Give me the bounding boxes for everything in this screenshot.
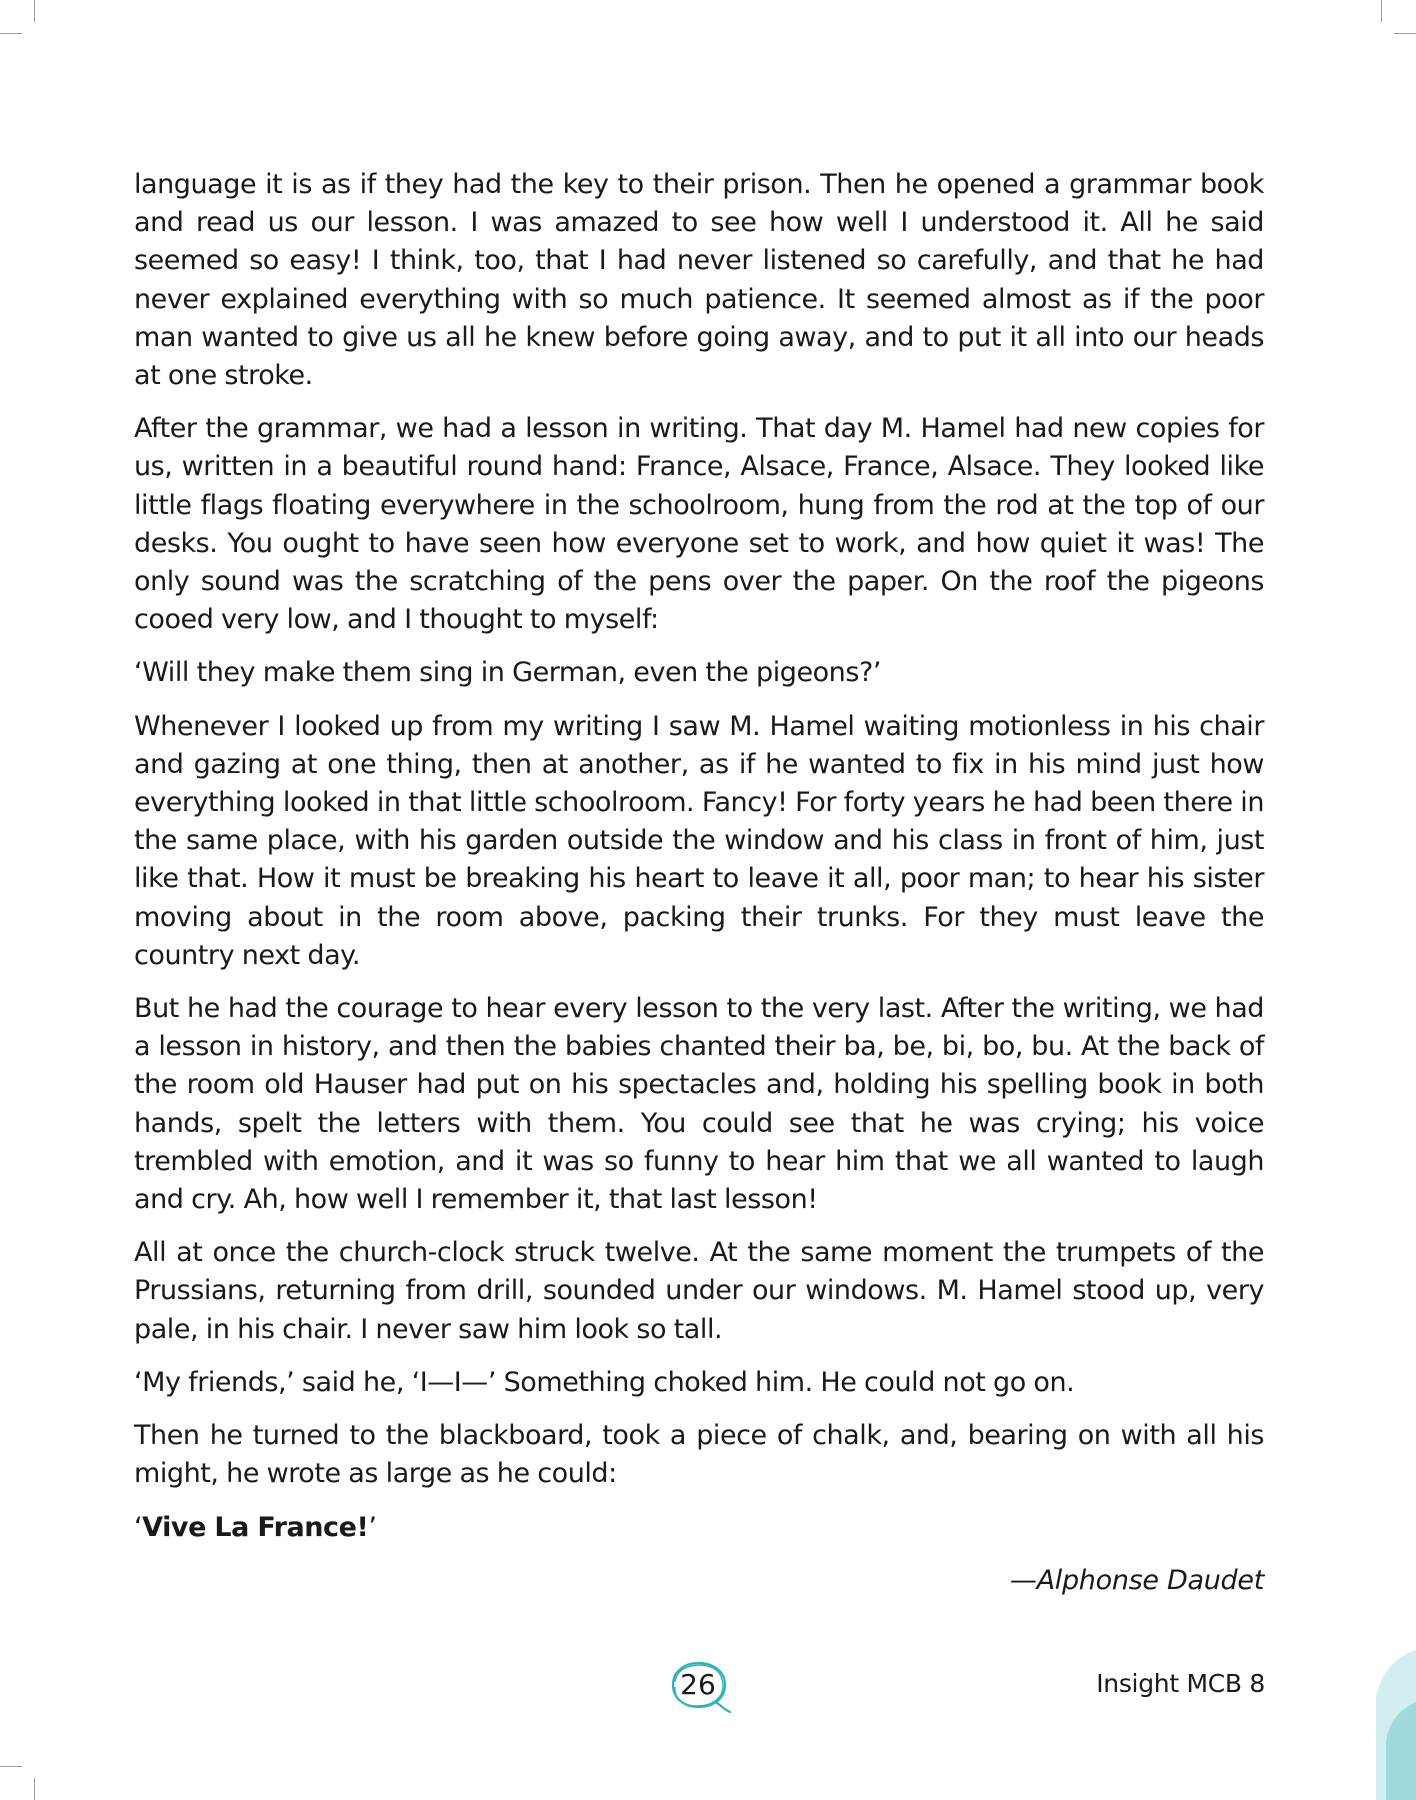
final-quote-close-mark: ’: [368, 1511, 377, 1543]
paragraph-2: After the grammar, we had a lesson in writing. That day M. Hamel had new copies for us, written in a beautiful round hand: France, Alsace, France, Alsace. They looked like little flags floating everywhere in the schoolroom, hung from the rod at the top of our desks. You ought to have seen how everyone set to work, and how quiet it was! The only sound was the scratching of the pens over the paper. On the roof the pigeons cooed very low, and I thought to myself:: [134, 413, 1264, 636]
story-body: [134, 166, 1264, 1600]
crop-mark-bottom-left-horizontal: [0, 1766, 22, 1767]
paragraph-5: But he had the courage to hear every lesson to the very last. After the writing, we had a lesson in history, and then the babies chanted their ba, be, bi, bo, bu. At the back of the room old Hauser had put on his spectacles and, holding his spelling book in both hands, spelt the letters with them. You could see that he was crying; his voice trembled with emotion, and it was so funny to hear him that we all wanted to laugh and cry. Ah, how well I remember it, that last lesson!: [134, 993, 1264, 1216]
paragraph-1: language it is as if they had the key to their prison. Then he opened a grammar book and read us our lesson. I was amazed to see how well I understood it. All he said seemed so easy! I think, too, that I had never listened so carefully, and that he had never explained everything with so much patience. It seemed almost as if the poor man wanted to give us all he knew before going away, and to put it all into our heads at one stroke.: [134, 169, 1264, 392]
crop-mark-top-left-vertical: [34, 0, 35, 22]
page-number: 26: [680, 1668, 716, 1701]
paragraph-3: ‘Will they make them sing in German, even the pigeons?’: [134, 657, 881, 689]
crop-mark-top-left-horizontal: [0, 33, 22, 34]
author-attribution: —Alphonse Daudet: [1009, 1564, 1264, 1596]
paragraph-7: ‘My friends,’ said he, ‘I—I—’ Something choked him. He could not go on.: [134, 1366, 1075, 1398]
final-quote-open-mark: ‘: [134, 1511, 143, 1543]
page-number-badge: [661, 1658, 735, 1714]
crop-mark-top-right-vertical: [1381, 0, 1382, 22]
paragraph-4: Whenever I looked up from my writing I saw M. Hamel waiting motionless in his chair and gazing at one thing, then at another, as if he wanted to fix in his mind just how everything looked in that little schoolroom. Fancy! For forty years he had been there in the same place, with his garden outside the window and his class in front of him, just like that. How it must be breaking his heart to leave it all, poor man; to hear his sister moving about in the room above, packing their trunks. For they must leave the country next day.: [134, 710, 1264, 971]
crop-mark-bottom-left-vertical: [34, 1778, 35, 1800]
paragraph-8: Then he turned to the blackboard, took a piece of chalk, and, bearing on with all his might, he wrote as large as he could:: [134, 1420, 1264, 1490]
final-quote: [134, 1509, 1264, 1547]
paragraph-6: All at once the church-clock struck twelve. At the same moment the trumpets of the Prussians, returning from drill, sounded under our windows. M. Hamel stood up, very pale, in his chair. I never saw him look so tall.: [134, 1237, 1264, 1345]
crop-mark-top-right-horizontal: [1394, 33, 1416, 34]
book-title: Insight MCB 8: [1096, 1669, 1265, 1698]
corner-decoration-icon: [1376, 1650, 1416, 1800]
final-quote-text: Vive La France!: [142, 1511, 369, 1543]
